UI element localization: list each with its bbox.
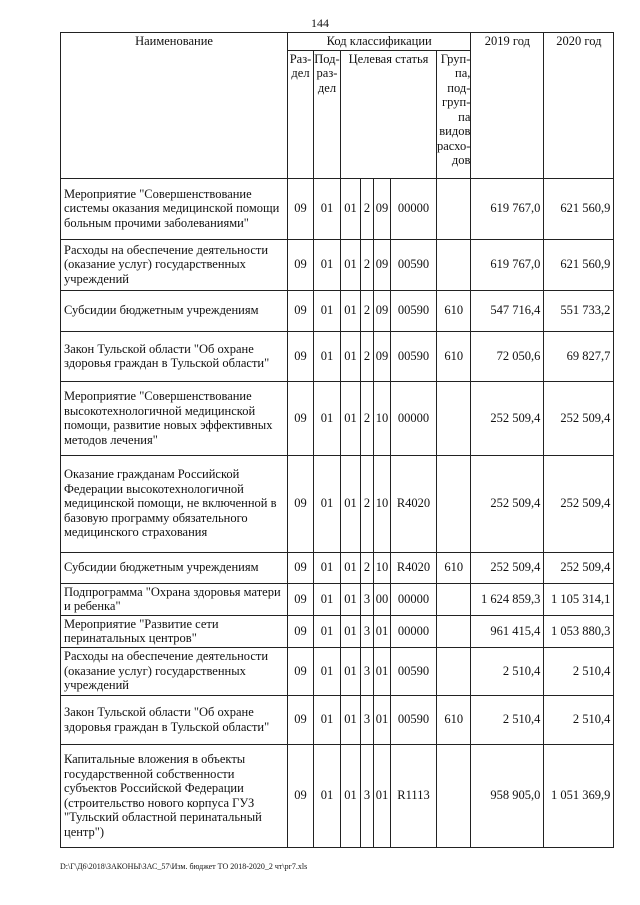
table-row <box>61 290 614 331</box>
podrazdel: 01 <box>314 381 341 455</box>
target-subprogram: 2 <box>361 552 374 583</box>
target-event: 09 <box>374 239 391 290</box>
target-direction: R4020 <box>391 552 437 583</box>
razdel: 09 <box>288 647 314 695</box>
target-direction: 00590 <box>391 331 437 381</box>
value-2019: 958 905,0 <box>471 744 544 847</box>
target-subprogram: 3 <box>361 647 374 695</box>
podrazdel: 01 <box>314 455 341 552</box>
target-subprogram: 3 <box>361 695 374 744</box>
table-row <box>61 615 614 647</box>
value-2019: 252 509,4 <box>471 455 544 552</box>
expense-group <box>437 178 471 239</box>
expense-group <box>437 744 471 847</box>
value-2019: 619 767,0 <box>471 239 544 290</box>
razdel: 09 <box>288 381 314 455</box>
target-event: 01 <box>374 695 391 744</box>
target-program: 01 <box>341 290 361 331</box>
value-2020: 1 053 880,3 <box>544 615 614 647</box>
expense-group <box>437 455 471 552</box>
target-event: 09 <box>374 290 391 331</box>
header-2019: 2019 год <box>471 33 544 179</box>
row-name: Субсидии бюджетным учреждениям <box>61 290 288 331</box>
value-2020: 252 509,4 <box>544 381 614 455</box>
target-program: 01 <box>341 615 361 647</box>
row-name: Мероприятие "Развитие сети перинатальных центров" <box>61 615 288 647</box>
row-name: Закон Тульской области "Об охране здоровья граждан в Тульской области" <box>61 331 288 381</box>
value-2019: 961 415,4 <box>471 615 544 647</box>
podrazdel: 01 <box>314 695 341 744</box>
target-event: 10 <box>374 552 391 583</box>
row-name: Мероприятие "Совершенствование системы оказания медицинской помощи больным прочими заболеваниями" <box>61 178 288 239</box>
page-number: 144 <box>311 16 329 30</box>
expense-group: 610 <box>437 552 471 583</box>
podrazdel: 01 <box>314 331 341 381</box>
razdel: 09 <box>288 331 314 381</box>
razdel: 09 <box>288 290 314 331</box>
podrazdel: 01 <box>314 290 341 331</box>
value-2019: 2 510,4 <box>471 695 544 744</box>
target-program: 01 <box>341 381 361 455</box>
value-2020: 252 509,4 <box>544 455 614 552</box>
expense-group <box>437 647 471 695</box>
podrazdel: 01 <box>314 615 341 647</box>
target-program: 01 <box>341 583 361 615</box>
target-subprogram: 2 <box>361 239 374 290</box>
podrazdel: 01 <box>314 178 341 239</box>
target-event: 09 <box>374 331 391 381</box>
target-direction: 00590 <box>391 239 437 290</box>
header-name: Наименование <box>61 33 288 179</box>
expense-group: 610 <box>437 290 471 331</box>
target-subprogram: 2 <box>361 331 374 381</box>
row-name: Расходы на обеспечение деятельности (оказание услуг) государственных учреждений <box>61 647 288 695</box>
target-direction: 00000 <box>391 615 437 647</box>
row-name: Закон Тульской области "Об охране здоровья граждан в Тульской области" <box>61 695 288 744</box>
expense-group <box>437 615 471 647</box>
target-program: 01 <box>341 552 361 583</box>
target-program: 01 <box>341 178 361 239</box>
target-subprogram: 3 <box>361 615 374 647</box>
value-2020: 69 827,7 <box>544 331 614 381</box>
expense-group <box>437 381 471 455</box>
budget-table <box>60 32 614 848</box>
razdel: 09 <box>288 239 314 290</box>
value-2019: 2 510,4 <box>471 647 544 695</box>
razdel: 09 <box>288 178 314 239</box>
table-row <box>61 455 614 552</box>
row-name: Субсидии бюджетным учреждениям <box>61 552 288 583</box>
value-2019: 252 509,4 <box>471 552 544 583</box>
target-event: 01 <box>374 647 391 695</box>
podrazdel: 01 <box>314 239 341 290</box>
expense-group: 610 <box>437 331 471 381</box>
value-2020: 1 105 314,1 <box>544 583 614 615</box>
expense-group: 610 <box>437 695 471 744</box>
header-2020: 2020 год <box>544 33 614 179</box>
target-event: 01 <box>374 615 391 647</box>
target-direction: R1113 <box>391 744 437 847</box>
target-direction: 00000 <box>391 178 437 239</box>
table-row <box>61 695 614 744</box>
target-event: 10 <box>374 381 391 455</box>
podrazdel: 01 <box>314 744 341 847</box>
table-row <box>61 583 614 615</box>
razdel: 09 <box>288 583 314 615</box>
table-row <box>61 744 614 847</box>
value-2020: 551 733,2 <box>544 290 614 331</box>
target-event: 10 <box>374 455 391 552</box>
target-subprogram: 2 <box>361 178 374 239</box>
value-2020: 1 051 369,9 <box>544 744 614 847</box>
podrazdel: 01 <box>314 552 341 583</box>
podrazdel: 01 <box>314 647 341 695</box>
podrazdel: 01 <box>314 583 341 615</box>
value-2020: 2 510,4 <box>544 695 614 744</box>
file-path: D:\Г\Д6\2018\ЗАКОНЫ\ЗАС_57\Изм. бюджет ТО 2018-2020_2 чт\рг7.xls <box>60 862 308 871</box>
target-direction: 00000 <box>391 381 437 455</box>
value-2019: 72 050,6 <box>471 331 544 381</box>
value-2020: 621 560,9 <box>544 178 614 239</box>
target-direction: 00590 <box>391 647 437 695</box>
target-program: 01 <box>341 331 361 381</box>
value-2020: 2 510,4 <box>544 647 614 695</box>
row-name: Подпрограмма "Охрана здоровья матери и ребенка" <box>61 583 288 615</box>
target-program: 01 <box>341 647 361 695</box>
row-name: Расходы на обеспечение деятельности (оказание услуг) государственных учреждений <box>61 239 288 290</box>
value-2019: 252 509,4 <box>471 381 544 455</box>
target-event: 09 <box>374 178 391 239</box>
value-2020: 252 509,4 <box>544 552 614 583</box>
table-row <box>61 239 614 290</box>
target-direction: 00590 <box>391 695 437 744</box>
target-program: 01 <box>341 744 361 847</box>
row-name: Мероприятие "Совершенствование высокотехнологичной медицинской помощи, развитие новых эффективных методов лечения" <box>61 381 288 455</box>
value-2019: 547 716,4 <box>471 290 544 331</box>
table-row <box>61 331 614 381</box>
target-direction: 00590 <box>391 290 437 331</box>
target-direction: R4020 <box>391 455 437 552</box>
razdel: 09 <box>288 455 314 552</box>
target-program: 01 <box>341 695 361 744</box>
header-target: Целевая статья <box>341 50 437 178</box>
target-program: 01 <box>341 239 361 290</box>
target-subprogram: 3 <box>361 583 374 615</box>
target-direction: 00000 <box>391 583 437 615</box>
table-row <box>61 381 614 455</box>
target-subprogram: 3 <box>361 744 374 847</box>
target-event: 01 <box>374 744 391 847</box>
razdel: 09 <box>288 744 314 847</box>
value-2019: 619 767,0 <box>471 178 544 239</box>
table-row <box>61 178 614 239</box>
header-razdel: Раз-дел <box>288 50 314 178</box>
razdel: 09 <box>288 552 314 583</box>
target-program: 01 <box>341 455 361 552</box>
row-name: Капитальные вложения в объекты государственной собственности субъектов Российской Федерации (строительство нового корпуса ГУЗ "Тульский областной перинатальный центр") <box>61 744 288 847</box>
header-code: Код классификации <box>288 33 471 51</box>
expense-group <box>437 239 471 290</box>
target-subprogram: 2 <box>361 290 374 331</box>
table-row <box>61 647 614 695</box>
header-group: Груп-па, под-груп-па видов расхо-дов <box>437 50 471 178</box>
target-subprogram: 2 <box>361 455 374 552</box>
razdel: 09 <box>288 615 314 647</box>
target-event: 00 <box>374 583 391 615</box>
target-subprogram: 2 <box>361 381 374 455</box>
value-2019: 1 624 859,3 <box>471 583 544 615</box>
table-row <box>61 552 614 583</box>
row-name: Оказание гражданам Российской Федерации высокотехнологичной медицинской помощи, не включенной в базовую программу обязательного медицинского страхования <box>61 455 288 552</box>
expense-group <box>437 583 471 615</box>
value-2020: 621 560,9 <box>544 239 614 290</box>
razdel: 09 <box>288 695 314 744</box>
header-podrazdel: Под-раз-дел <box>314 50 341 178</box>
